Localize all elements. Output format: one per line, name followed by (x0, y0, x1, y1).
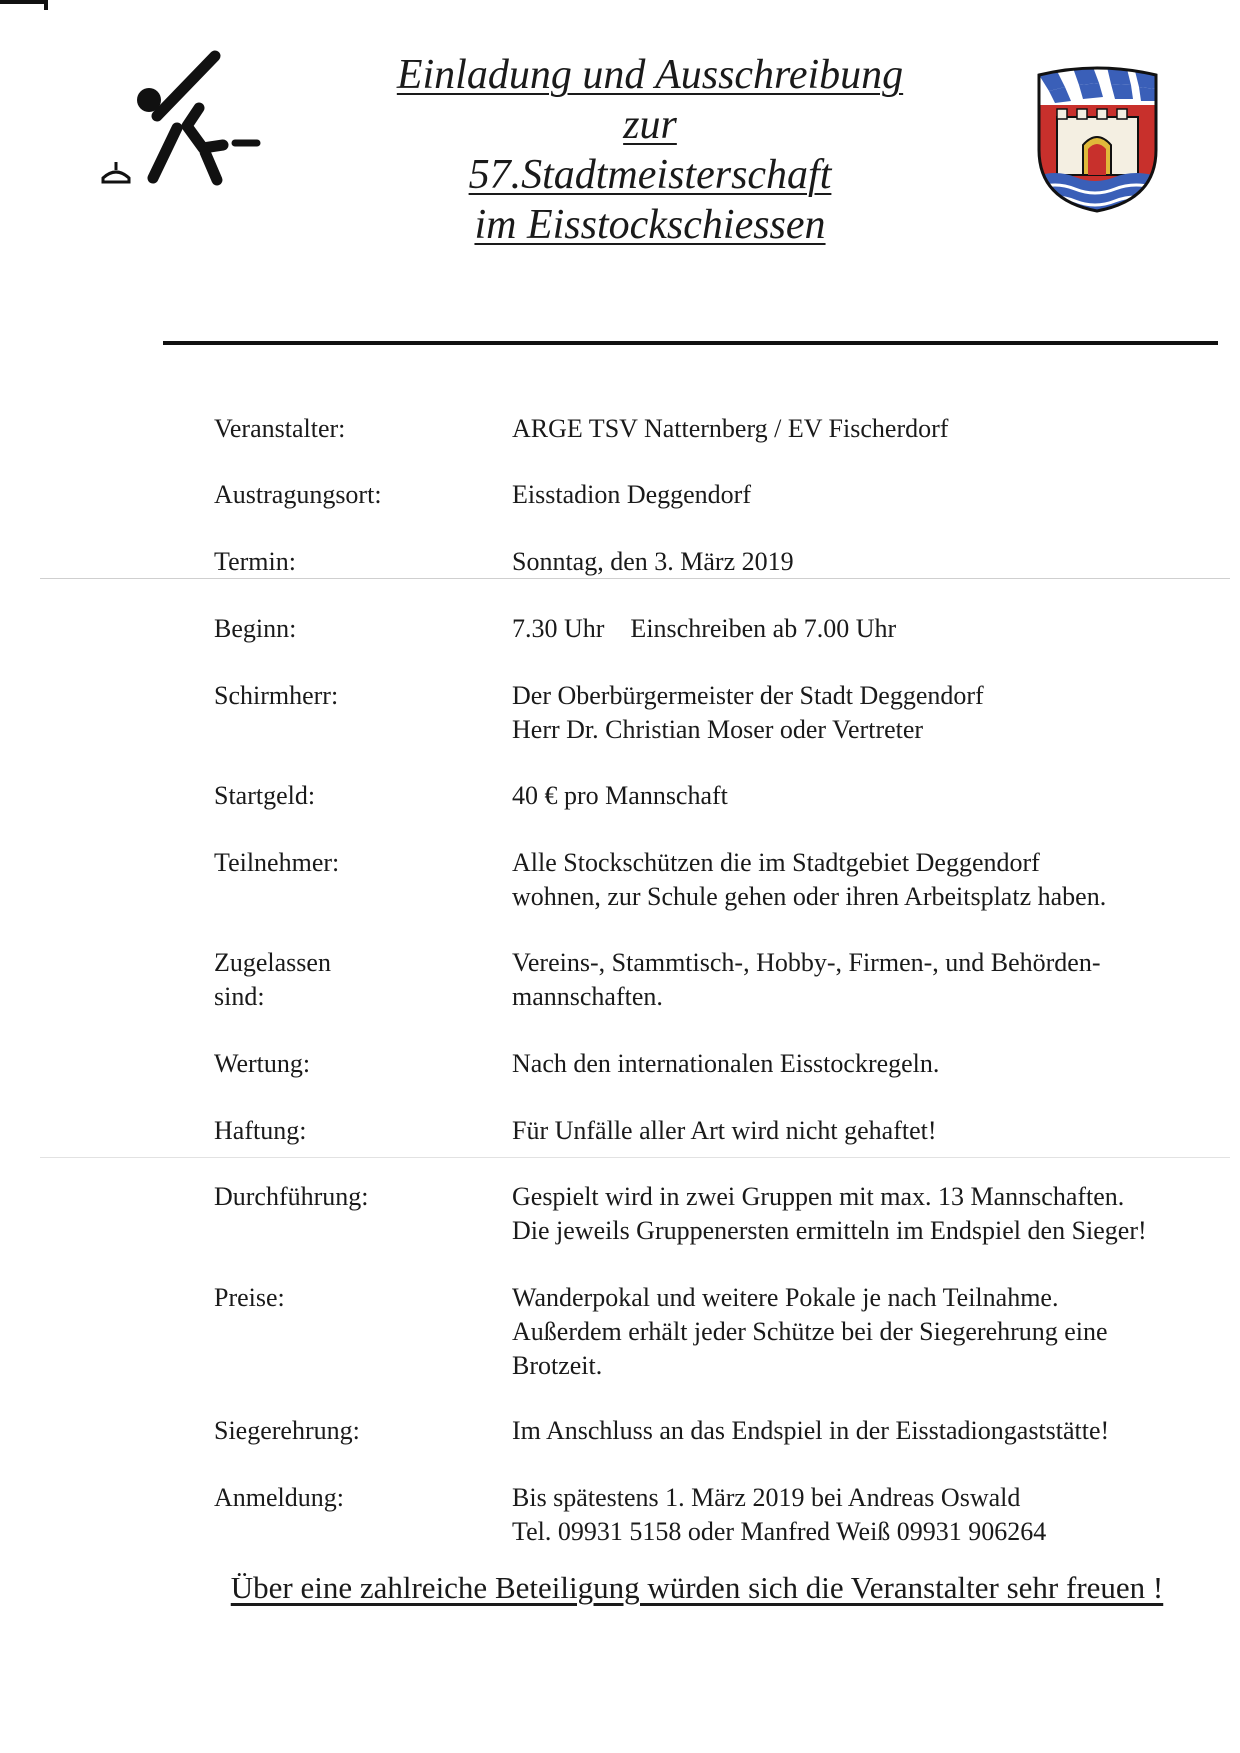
title-line-3: 57.Stadtmeisterschaft (468, 152, 832, 198)
title-line-4: im Eisstockschiessen (474, 202, 826, 248)
row-label-austragungsort: Austragungsort: (214, 480, 382, 509)
eisstock-pictogram-icon (95, 50, 265, 200)
row-label-veranstalter: Veranstalter: (214, 414, 346, 443)
row-value-beginn: 7.30 Uhr Einschreiben ab 7.00 Uhr (512, 614, 897, 643)
row-label-siegerehrung: Siegerehrung: (214, 1416, 360, 1445)
row-value-teilnehmer-line-1: Alle Stockschützen die im Stadtgebiet Deggendorf (512, 848, 1040, 877)
closing-note: Über eine zahlreiche Beteiligung würden sich die Veranstalter sehr freuen ! (230, 1570, 1164, 1605)
row-value-preise-line-1: Wanderpokal und weitere Pokale je nach Teilnahme. (512, 1283, 1059, 1312)
row-value-veranstalter: ARGE TSV Natternberg / EV Fischerdorf (512, 414, 949, 443)
row-value-zugelassen-line-2: mannschaften. (512, 982, 663, 1011)
scan-corner-mark (0, 0, 46, 4)
row-value-wertung: Nach den internationalen Eisstockregeln. (512, 1049, 940, 1078)
title-line-2: zur (623, 102, 677, 148)
row-label-anmeldung: Anmeldung: (214, 1483, 344, 1512)
row-label-haftung: Haftung: (214, 1116, 307, 1145)
row-label-teilnehmer: Teilnehmer: (214, 848, 340, 877)
row-label-wertung: Wertung: (214, 1049, 311, 1078)
row-label-schirmherr: Schirmherr: (214, 681, 339, 710)
row-value-anmeldung-line-2: Tel. 09931 5158 oder Manfred Weiß 09931 906264 (512, 1517, 1047, 1546)
row-value-durchfuehrung-line-2: Die jeweils Gruppenersten ermitteln im Endspiel den Sieger! (512, 1216, 1147, 1245)
row-value-anmeldung-line-1: Bis spätestens 1. März 2019 bei Andreas Oswald (512, 1483, 1021, 1512)
row-value-durchfuehrung-line-1: Gespielt wird in zwei Gruppen mit max. 13 Mannschaften. (512, 1182, 1125, 1211)
title-line-1: Einladung und Ausschreibung (396, 52, 904, 98)
row-label-durchfuehrung: Durchführung: (214, 1182, 369, 1211)
row-value-austragungsort: Eisstadion Deggendorf (512, 480, 752, 509)
header-divider (163, 341, 1218, 345)
deggendorf-coat-of-arms-icon (1035, 65, 1160, 215)
row-value-preise-line-3: Brotzeit. (512, 1351, 603, 1380)
scan-artifact-line (40, 1157, 1230, 1158)
row-value-teilnehmer-line-2: wohnen, zur Schule gehen oder ihren Arbeitsplatz haben. (512, 882, 1107, 911)
row-label-beginn: Beginn: (214, 614, 297, 643)
row-value-startgeld: 40 € pro Mannschaft (512, 781, 728, 810)
row-value-siegerehrung: Im Anschluss an das Endspiel in der Eisstadiongaststätte! (512, 1416, 1110, 1445)
row-value-zugelassen-line-1: Vereins-, Stammtisch-, Hobby-, Firmen-, und Behörden- (512, 948, 1101, 977)
row-label-preise: Preise: (214, 1283, 285, 1312)
row-label-startgeld: Startgeld: (214, 781, 316, 810)
row-label-termin: Termin: (214, 547, 296, 576)
row-value-haftung: Für Unfälle aller Art wird nicht gehaftet! (512, 1116, 937, 1145)
row-value-termin: Sonntag, den 3. März 2019 (512, 547, 794, 576)
scan-corner-mark (44, 0, 48, 10)
row-label-zugelassen: Zugelassen sind: (214, 948, 331, 1011)
row-value-preise-line-2: Außerdem erhält jeder Schütze bei der Siegerehrung eine (512, 1317, 1108, 1346)
document-title (300, 50, 1000, 250)
row-value-schirmherr-line-1: Der Oberbürgermeister der Stadt Deggendorf (512, 681, 984, 710)
row-value-schirmherr-line-2: Herr Dr. Christian Moser oder Vertreter (512, 715, 924, 744)
